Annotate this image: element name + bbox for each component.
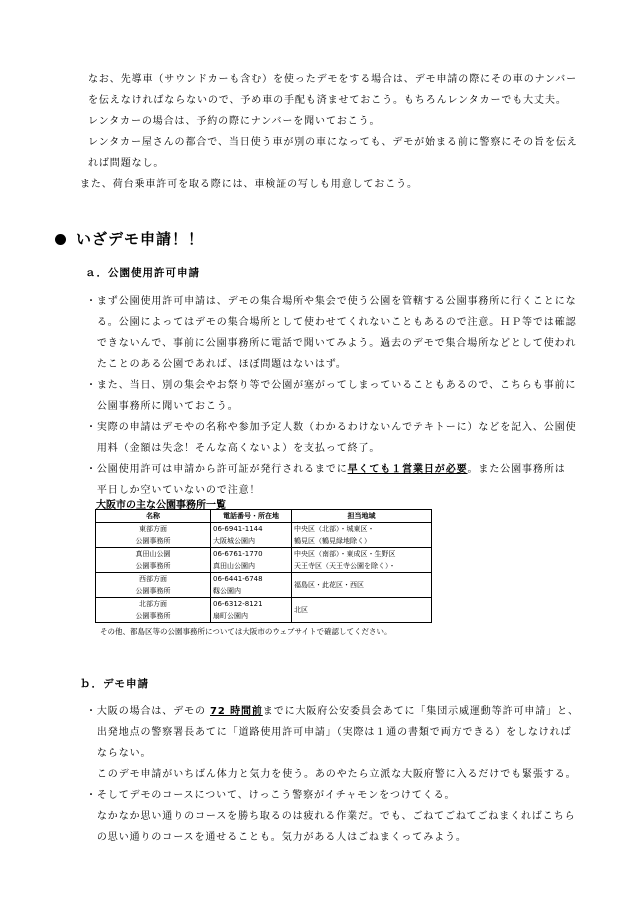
office-contact-cell — [211, 523, 292, 548]
office-name-cell — [96, 598, 211, 623]
cell-line: 06-6441-6748 — [213, 575, 263, 583]
sub-b-line — [86, 702, 579, 722]
bullet-dot-icon — [55, 234, 66, 245]
cell-line: 大阪城公園内 — [213, 537, 255, 545]
cell-line: 公園事務所 — [135, 562, 171, 570]
sub-a-text: ・公園使用許可は申請から許可証が発行されるまでに — [86, 464, 348, 475]
sub-a-line: ・まず公園使用許可申請は、デモの集合場所や集会で使う公園を管轄する公園事務所に行くことにな — [86, 296, 577, 307]
intro-line: また、荷台乗車許可を取る際には、車検証の写しも用意しておこう。 — [80, 179, 418, 190]
cell-line: 西部方面 — [139, 575, 167, 583]
sub-b-line: 出発地点の警察署長あてに「道路使用許可申請」（実際は１通の書類で両方できる）をしなければ — [86, 727, 572, 738]
cell-line: 中央区（南部）・東成区・生野区 — [294, 550, 396, 558]
sub-a-line: ・また、当日、別の集会やお祭り等で公園が塞がってしまっていることもあるので、こちらも事前に — [86, 380, 577, 391]
park-office-table — [95, 509, 432, 623]
office-area-cell: 北区 — [292, 598, 432, 623]
cell-line: 真田山公園 — [135, 550, 171, 558]
office-contact-cell — [211, 598, 292, 623]
table-row — [96, 598, 432, 623]
intro-line: れば問題なし。 — [88, 158, 165, 169]
cell-line: 06-6761-1770 — [213, 550, 263, 558]
sub-a-line — [86, 460, 566, 480]
sub-a-text: 。また公園事務所は — [467, 464, 566, 475]
office-area-cell — [292, 548, 432, 573]
subheading-b: ｂ．デモ申請 — [80, 678, 149, 690]
cell-line: 東部方面 — [139, 525, 167, 533]
column-header: 担当地域 — [292, 510, 432, 523]
cell-line: 鶴見区（鶴見緑地除く） — [294, 537, 371, 545]
office-area-cell — [292, 523, 432, 548]
office-area-cell: 福島区・此花区・西区 — [292, 573, 432, 598]
highlight-text: 早くても１営業日が必要 — [347, 464, 468, 475]
cell-line: 06-6941-1144 — [213, 525, 263, 533]
cell-line: 公園事務所 — [135, 612, 171, 620]
sub-a-line: 公園事務所に聞いておこう。 — [86, 401, 239, 412]
sub-b-line: なかなか思い通りのコースを勝ち取るのは疲れる作業だ。でも、ごねてごねてごねまくればこちら — [86, 811, 576, 822]
table-header-row — [96, 510, 432, 523]
sub-b-line: の思い通りのコースを通せることも。気力がある人はごねまくってみよう。 — [86, 832, 467, 843]
table-title: 大阪市の主な公園事務所一覧 — [96, 500, 226, 511]
sub-b-line: ・そしてデモのコースについて、けっこう警察がイチャモンをつけてくる。 — [86, 790, 456, 801]
cell-line: 北部方面 — [139, 600, 167, 608]
cell-line: 中央区（北部）・城東区・ — [294, 525, 375, 533]
intro-line: なお、先導車（サウンドカーも含む）を使ったデモをする場合は、デモ申請の際にその車のナンバー — [88, 74, 577, 85]
section-title: いざデモ申請！！ — [76, 230, 205, 248]
table-row — [96, 523, 432, 548]
table-row — [96, 573, 432, 598]
sub-b-line: ならない。 — [86, 748, 152, 759]
intro-line: を伝えなければならないので、予め車の手配も済ませておこう。もちろんレンタカーでも大丈夫。 — [88, 95, 567, 106]
office-contact-cell — [211, 573, 292, 598]
sub-a-line: る。公園によってはデモの集合場所として使わせてくれないこともあるので注意。ＨＰ等では確認 — [86, 317, 577, 328]
sub-b-line: このデモ申請がいちばん体力と気力を使う。あのやたら立派な大阪府警に入るだけでも緊張する。 — [86, 769, 577, 780]
sub-a-line: たことのある公園であれば、ほぼ問題はないはず。 — [86, 359, 347, 370]
office-name-cell — [96, 523, 211, 548]
cell-line: 公園事務所 — [135, 587, 171, 595]
cell-line: 06-6312-8121 — [213, 600, 263, 608]
column-header: 電話番号・所在地 — [211, 510, 292, 523]
highlight-text: 72 時間前 — [209, 706, 263, 717]
intro-line: レンタカーの場合は、予約の際にナンバーを聞いておこう。 — [88, 116, 381, 127]
intro-line: レンタカー屋さんの都合で、当日使う車が別の車になっても、デモが始まる前に警察にその旨を伝え — [88, 137, 578, 148]
office-name-cell — [96, 548, 211, 573]
cell-line: 公園事務所 — [135, 537, 171, 545]
sub-b-text: までに大阪府公安委員会あてに「集団示威運動等許可申請」と、 — [262, 706, 579, 717]
cell-line: 天王寺区（天王寺公園を除く）・ — [294, 562, 396, 570]
cell-line: 扇町公園内 — [213, 612, 248, 620]
sub-a-line: できないんで、事前に公園事務所に電話で聞いてみよう。過去のデモで集合場所などとして使われ — [86, 338, 577, 349]
cell-line: 靱公園内 — [213, 587, 241, 595]
table-row — [96, 548, 432, 573]
section-heading — [55, 228, 204, 249]
column-header: 名称 — [96, 510, 211, 523]
sub-a-line: ・実際の申請はデモやの名称や参加予定人数（わかるわけないんでテキトーに）などを記入、公園使 — [86, 422, 577, 433]
sub-a-line: 用料（金額は失念！そんな高くないよ）を支払って終了。 — [86, 443, 381, 454]
sub-a-line: 平日しか空いていないので注意！ — [86, 485, 261, 496]
office-contact-cell — [211, 548, 292, 573]
table-note: その他、都島区等の公園事務所については大阪市のウェブサイトで確認してください。 — [100, 627, 392, 636]
subheading-a: ａ．公園使用許可申請 — [85, 267, 200, 279]
office-name-cell — [96, 573, 211, 598]
cell-line: 真田山公園内 — [213, 562, 255, 570]
sub-b-text: ・大阪の場合は、デモの — [86, 706, 210, 717]
